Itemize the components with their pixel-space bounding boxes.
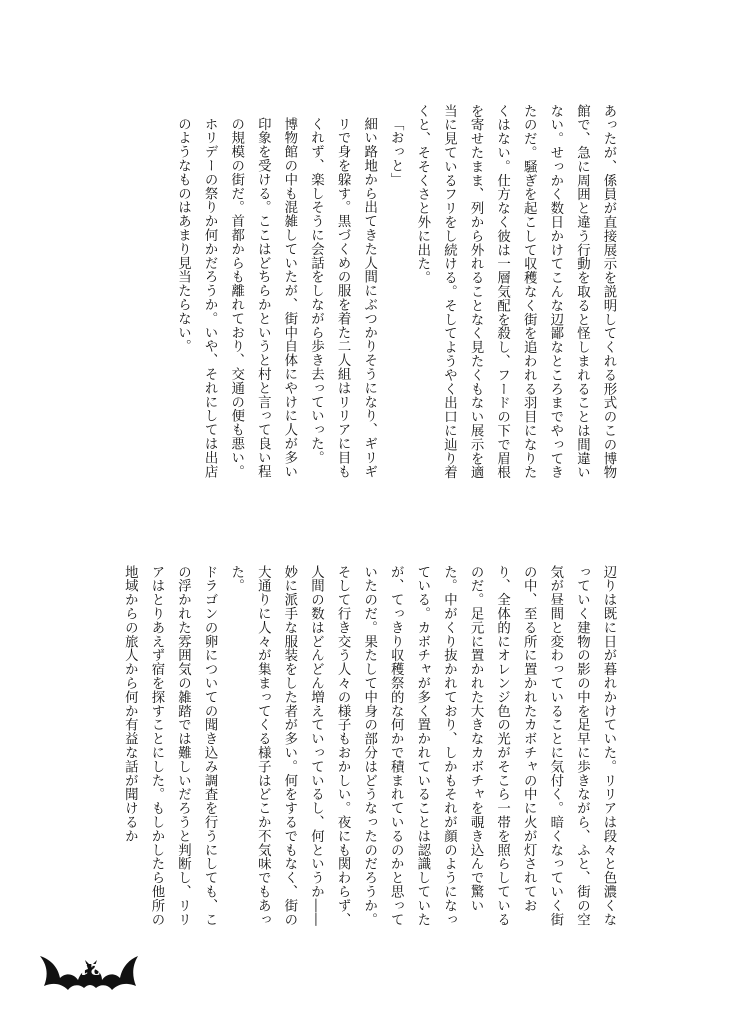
paragraph: あったが、係員が直接展示を説明してくれる形式のこの博物館で、急に周囲と違う行動を取ると怪しまれることは間違いない。せっかく数日かけてこんな辺鄙なところまでやってきたのだ。騒ぎを起こして収穫なく街を追われる羽目になりたくはない。仕方なく彼は一層気配を殺し、フードの下で眉根を寄せたまま、列から外れることなく見たくもない展示を適当に見ているフリをし続ける。そしてようやく出口に辿り着くと、そそくさと外に出た。: [414, 104, 616, 480]
paragraph: 博物館の中も混雑していたが、街中自体にやけに人が多い印象を受ける。ここはどちらかというと村と言って良い程の規模の街だ。首都からも離れており、交通の便も悪い。ホリデーの祭りか何かだろうか。いや、それにしては出店のようなものはあまり見当たらない。: [175, 117, 297, 479]
page-number: 21: [77, 960, 101, 978]
page-number-mark: [38, 938, 140, 994]
lower-text-block: [81, 552, 621, 928]
paragraph: そして行き交う人々の様子もおかしい。夜にも関わらず、人間の数はどんどん増えていっているし、何というか――妙に派手な服装をした者が多い。何をするでもなく、街の大通りに人々が集まってくる様子はどこか不気味でもあった。: [228, 565, 351, 927]
paragraph: 辺りは既に日が暮れかけていた。リリアは段々と色濃くなっていく建物の影の中を足早に歩きながら、ふと、街の空気が昼間と変わっていることに気付く。暗くなっていく街の中、至る所に置かれたカボチャの中に火が灯されており、全体的にオレンジ色の光がそこら一帯を照らしているのだ。足元に置かれた大きなカボチャを覗き込んで驚いた。中がくり抜かれており、しかもそれが顔のようになっている。カボチャが多く置かれていることは認識していたが、てっきり収穫祭的な何かで積まれているのかと思っていたのだ。果たして中身の部分はどうなったのだろうか。: [361, 565, 616, 927]
upper-text-block: [81, 104, 621, 484]
paragraph: 細い路地から出てきた人間にぶつかりそうになり、ギリギリで身を躱す。黒づくめの服を着た二人組はリリアに目もくれず、楽しそうに会話をしながら歩き去っていった。: [308, 117, 377, 479]
paragraph: 「おっと」: [388, 117, 404, 187]
paragraph: ドラゴンの卵についての聞き込み調査を行うにしても、この浮かれた雰囲気の雑踏では難しいだろうと判断し、リリアはとりあえず宿を探すことにした。もしかしたら他所の地域からの旅人から何か有益な話が聞けるか: [122, 565, 218, 927]
